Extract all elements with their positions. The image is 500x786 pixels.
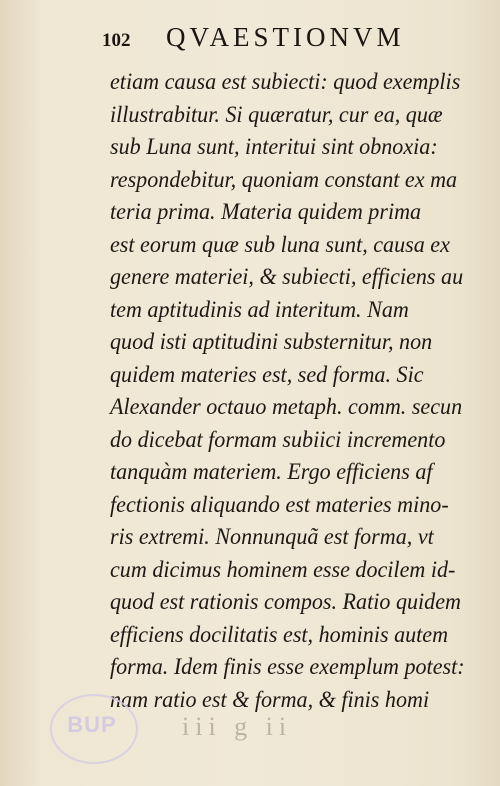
text-line: quod est rationis compos. Ratio quidem: [110, 589, 461, 615]
text-line: tanquàm materiem. Ergo efficiens af: [110, 459, 433, 485]
text-line: sub Luna sunt, interitui sint obnoxia:: [110, 134, 438, 160]
text-line: quod isti aptitudini substernitur, non: [110, 329, 433, 355]
text-line: fectionis aliquando est materies mino-: [110, 491, 449, 518]
running-head: QVAESTIONVM: [166, 22, 405, 52]
text-line: genere materiei, & subiecti, efficiens au: [110, 264, 464, 290]
text-line: Alexander octauo metaph. comm. secun: [110, 394, 463, 420]
bleed-through-text: iii g ii: [182, 712, 293, 741]
text-line: teria prima. Materia quidem prima: [110, 199, 422, 225]
text-line: etiam causa est subiecti: quod exemplis: [110, 69, 461, 95]
text-line: do dicebat formam subiici incremento: [110, 426, 446, 453]
text-line: est eorum quæ sub luna sunt, causa ex: [110, 231, 450, 258]
text-line: nam ratio est & forma, & finis homi: [110, 686, 430, 713]
text-line: quidem materies est, sed forma. Sic: [110, 361, 424, 388]
text-line: efficiens docilitatis est, hominis autem: [110, 621, 449, 648]
text-line: cum dicimus hominem esse docilem id-: [110, 556, 456, 583]
text-line: illustrabitur. Si quæratur, cur ea, quæ: [110, 101, 443, 128]
text-line: ris extremi. Nonnunquã est forma, vt: [110, 524, 434, 550]
body-text: [110, 66, 478, 716]
text-line: tem aptitudinis ad interitum. Nam: [110, 296, 409, 323]
text-line: respondebitur, quoniam constant ex ma: [110, 166, 458, 193]
page-number: 102: [102, 30, 131, 51]
text-line: forma. Idem finis esse exemplum potest:: [110, 654, 465, 680]
library-stamp-text: BUP: [67, 712, 117, 737]
page-header: [102, 22, 462, 56]
